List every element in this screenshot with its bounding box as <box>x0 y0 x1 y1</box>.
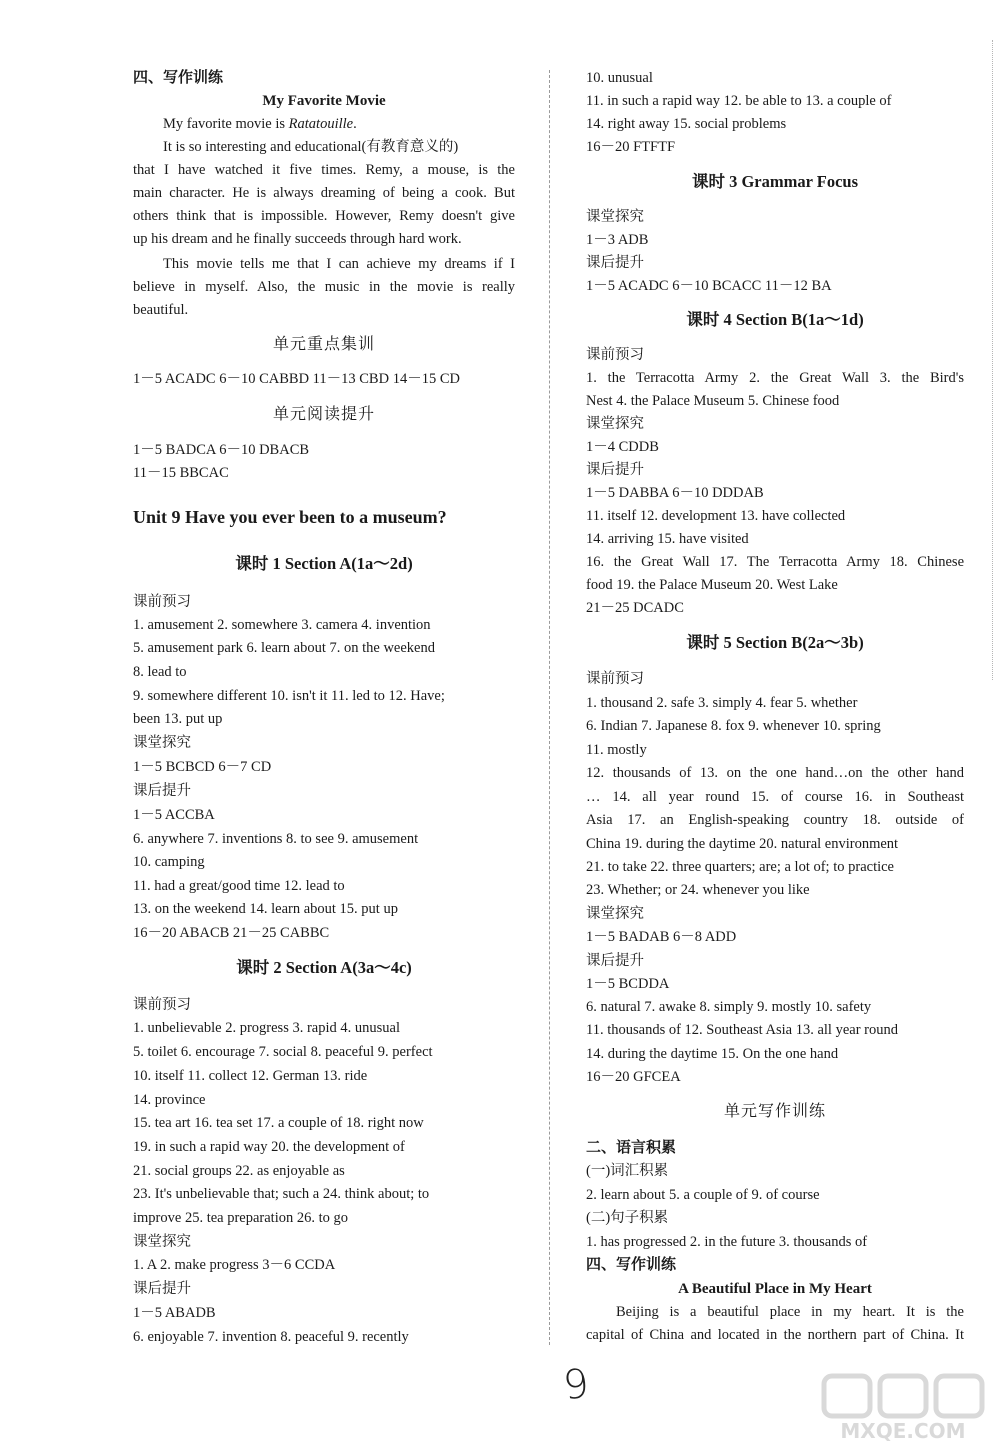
page-edge-marks <box>992 40 993 680</box>
answer-line: 14. during the daytime 15. On the one hand <box>586 1046 839 1062</box>
subsection-label: 课后提升 <box>133 783 191 799</box>
subsection-label: 课后提升 <box>586 953 644 969</box>
answer-line: 10. itself 11. collect 12. German 13. ride <box>133 1068 368 1084</box>
answer-line: 1－4 CDDB <box>586 439 659 455</box>
answer-line: 1. has progressed 2. in the future 3. thousands of <box>586 1234 868 1250</box>
answer-line: 1－5 ABADB <box>133 1305 216 1321</box>
answer-line: 11. thousands of 12. Southeast Asia 13. all year round <box>586 1022 898 1038</box>
answer-line: 21. social groups 22. as enjoyable as <box>133 1163 345 1179</box>
watermark-text: MXQE.COM <box>840 1419 966 1442</box>
answer-line: China 19. during the daytime 20. natural environment <box>586 836 899 852</box>
subsection-label: 课堂探究 <box>133 735 191 751</box>
essay-line: believe in myself. Also, the music in the movie is really <box>133 279 515 295</box>
answer-line: 12. thousands of 13. on the one hand…on the other hand <box>586 765 964 781</box>
answer-line: 1. unbelievable 2. progress 3. rapid 4. unusual <box>133 1020 400 1036</box>
answer-line: Nest 4. the Palace Museum 5. Chinese food <box>586 393 840 409</box>
subsection-label: 课堂探究 <box>586 209 644 225</box>
answer-line: 1－5 ACADC 6－10 BCACC 11－12 BA <box>586 278 832 294</box>
answer-line: 1－5 BCDDA <box>586 976 670 992</box>
subsection-label: 课后提升 <box>133 1281 191 1297</box>
essay-line: My favorite movie is Ratatouille. <box>163 116 357 132</box>
answer-line: 11. had a great/good time 12. lead to <box>133 878 345 894</box>
subsection-label: 课堂探究 <box>586 906 644 922</box>
answer-line: 1. thousand 2. safe 3. simply 4. fear 5. whether <box>586 695 858 711</box>
answer-line: 13. on the weekend 14. learn about 15. put up <box>133 901 398 917</box>
lesson-title: 课时 4 Section B(1a～1d) <box>686 310 864 329</box>
answer-line: 14. province <box>133 1092 206 1108</box>
unit-reading-title: 单元阅读提升 <box>272 406 375 423</box>
answer-line: 19. in such a rapid way 20. the development of <box>133 1139 405 1155</box>
answer-line: 6. enjoyable 7. invention 8. peaceful 9. recently <box>133 1329 409 1345</box>
unit-writing-title: 单元写作训练 <box>723 1103 826 1120</box>
answer-line: 8. lead to <box>133 664 187 680</box>
answer-line: 10. camping <box>133 854 205 870</box>
answer-line: 2. learn about 5. a couple of 9. of course <box>586 1187 820 1203</box>
essay-line: It is so interesting and educational(有教育意义的) <box>163 139 459 155</box>
essay-title: A Beautiful Place in My Heart <box>678 1281 872 1297</box>
watermark-logo <box>818 1370 988 1442</box>
subsection-label: 课前预习 <box>133 594 191 610</box>
writing-header: 四、写作训练 <box>586 1257 677 1273</box>
essay-line: main character. He is always dreaming of being a cook. But <box>133 185 515 201</box>
answer-line: 11. itself 12. development 13. have collected <box>586 508 846 524</box>
answer-line: 1－5 ACCBA <box>133 807 215 823</box>
writing-header: 四、写作训练 <box>133 70 224 86</box>
lang-header: 二、语言积累 <box>586 1140 677 1156</box>
lesson-title: 课时 5 Section B(2a～3b) <box>686 633 864 652</box>
answer-line: 21. to take 22. three quarters; are; a lot of; to practice <box>586 859 894 875</box>
lesson-title: 课时 1 Section A(1a～2d) <box>235 554 413 573</box>
answer-line: 1－3 ADB <box>586 232 649 248</box>
essay-line: that I have watched it five times. Remy, a mouse, is the <box>133 162 515 178</box>
answer-line: 11. mostly <box>586 742 647 758</box>
answer-line: 14. right away 15. social problems <box>586 116 787 132</box>
answer-line: 21－25 DCADC <box>586 600 684 616</box>
lesson-title: 课时 3 Grammar Focus <box>691 172 859 191</box>
answer-line: 10. unusual <box>586 70 653 86</box>
answer-line: 14. arriving 15. have visited <box>586 531 749 547</box>
answer-line: 1. the Terracotta Army 2. the Great Wall 3. the Bird's <box>586 370 964 386</box>
essay-title: My Favorite Movie <box>262 93 386 109</box>
unit-focus-title: 单元重点集训 <box>272 336 375 353</box>
essay-line: Beijing is a beautiful place in my heart. It is the <box>616 1304 964 1320</box>
subsection-label: 课堂探究 <box>133 1234 191 1250</box>
answer-line: 1－5 BADCA 6－10 DBACB <box>133 442 310 458</box>
answer-line: 16－20 ABACB 21－25 CABBC <box>133 925 330 941</box>
answer-line: 1－5 BCBCD 6－7 CD <box>133 759 272 775</box>
answer-line: 1. amusement 2. somewhere 3. camera 4. invention <box>133 617 431 633</box>
essay-line: others think that is impossible. However, Remy doesn't give <box>133 208 515 224</box>
answer-line: 6. anywhere 7. inventions 8. to see 9. amusement <box>133 831 419 847</box>
answer-line: 5. toilet 6. encourage 7. social 8. peaceful 9. perfect <box>133 1044 433 1060</box>
subsection-label: 课后提升 <box>586 255 644 271</box>
subsection-label: 课前预习 <box>133 997 191 1013</box>
answer-line: 1－5 BADAB 6－8 ADD <box>586 929 737 945</box>
unit-title: Unit 9 Have you ever been to a museum? <box>133 507 447 527</box>
answer-line: 5. amusement park 6. learn about 7. on the weekend <box>133 640 435 656</box>
answer-line: 11－15 BBCAC <box>133 465 229 481</box>
answer-line: 23. Whether; or 24. whenever you like <box>586 882 810 898</box>
essay-line: up his dream and he finally succeeds through hard work. <box>133 231 462 247</box>
answer-line: 15. tea art 16. tea set 17. a couple of 18. right now <box>133 1115 424 1131</box>
column-divider <box>549 70 550 1345</box>
answer-line: 16. the Great Wall 17. The Terracotta Army 18. Chinese <box>586 554 964 570</box>
essay-line: beautiful. <box>133 302 189 318</box>
page-number: 9 <box>560 1360 592 1410</box>
answer-line: 23. It's unbelievable that; such a 24. think about; to <box>133 1186 430 1202</box>
vocab-header: (一)词汇积累 <box>586 1163 669 1179</box>
answer-line: been 13. put up <box>133 711 223 727</box>
answer-line: … 14. all year round 15. of course 16. in Southeast <box>586 789 964 805</box>
sentence-header: (二)句子积累 <box>586 1210 669 1226</box>
subsection-label: 课前预习 <box>586 671 644 687</box>
subsection-label: 课后提升 <box>586 462 644 478</box>
subsection-label: 课堂探究 <box>586 416 644 432</box>
answer-line: 6. natural 7. awake 8. simply 9. mostly 10. safety <box>586 999 872 1015</box>
answer-line: 6. Indian 7. Japanese 8. fox 9. whenever 10. spring <box>586 718 881 734</box>
answer-line: 1－5 DABBA 6－10 DDDAB <box>586 485 764 501</box>
answer-line: 1. A 2. make progress 3－6 CCDA <box>133 1257 336 1273</box>
answer-line: 16－20 FTFTF <box>586 139 676 155</box>
answer-line: 1－5 ACADC 6－10 CABBD 11－13 CBD 14－15 CD <box>133 371 460 387</box>
answer-line: improve 25. tea preparation 26. to go <box>133 1210 349 1226</box>
lesson-title: 课时 2 Section A(3a～4c) <box>236 958 412 977</box>
essay-line: capital of China and located in the northern part of China. It <box>586 1327 964 1343</box>
essay-line: This movie tells me that I can achieve my dreams if I <box>163 256 515 272</box>
answer-line: food 19. the Palace Museum 20. West Lake <box>586 577 838 593</box>
answer-line: 9. somewhere different 10. isn't it 11. led to 12. Have; <box>133 688 445 704</box>
answer-line: 11. in such a rapid way 12. be able to 13. a couple of <box>586 93 892 109</box>
answer-line: Asia 17. an English-speaking country 18. outside of <box>586 812 964 828</box>
subsection-label: 课前预习 <box>586 347 644 363</box>
answer-line: 16－20 GFCEA <box>586 1069 681 1085</box>
